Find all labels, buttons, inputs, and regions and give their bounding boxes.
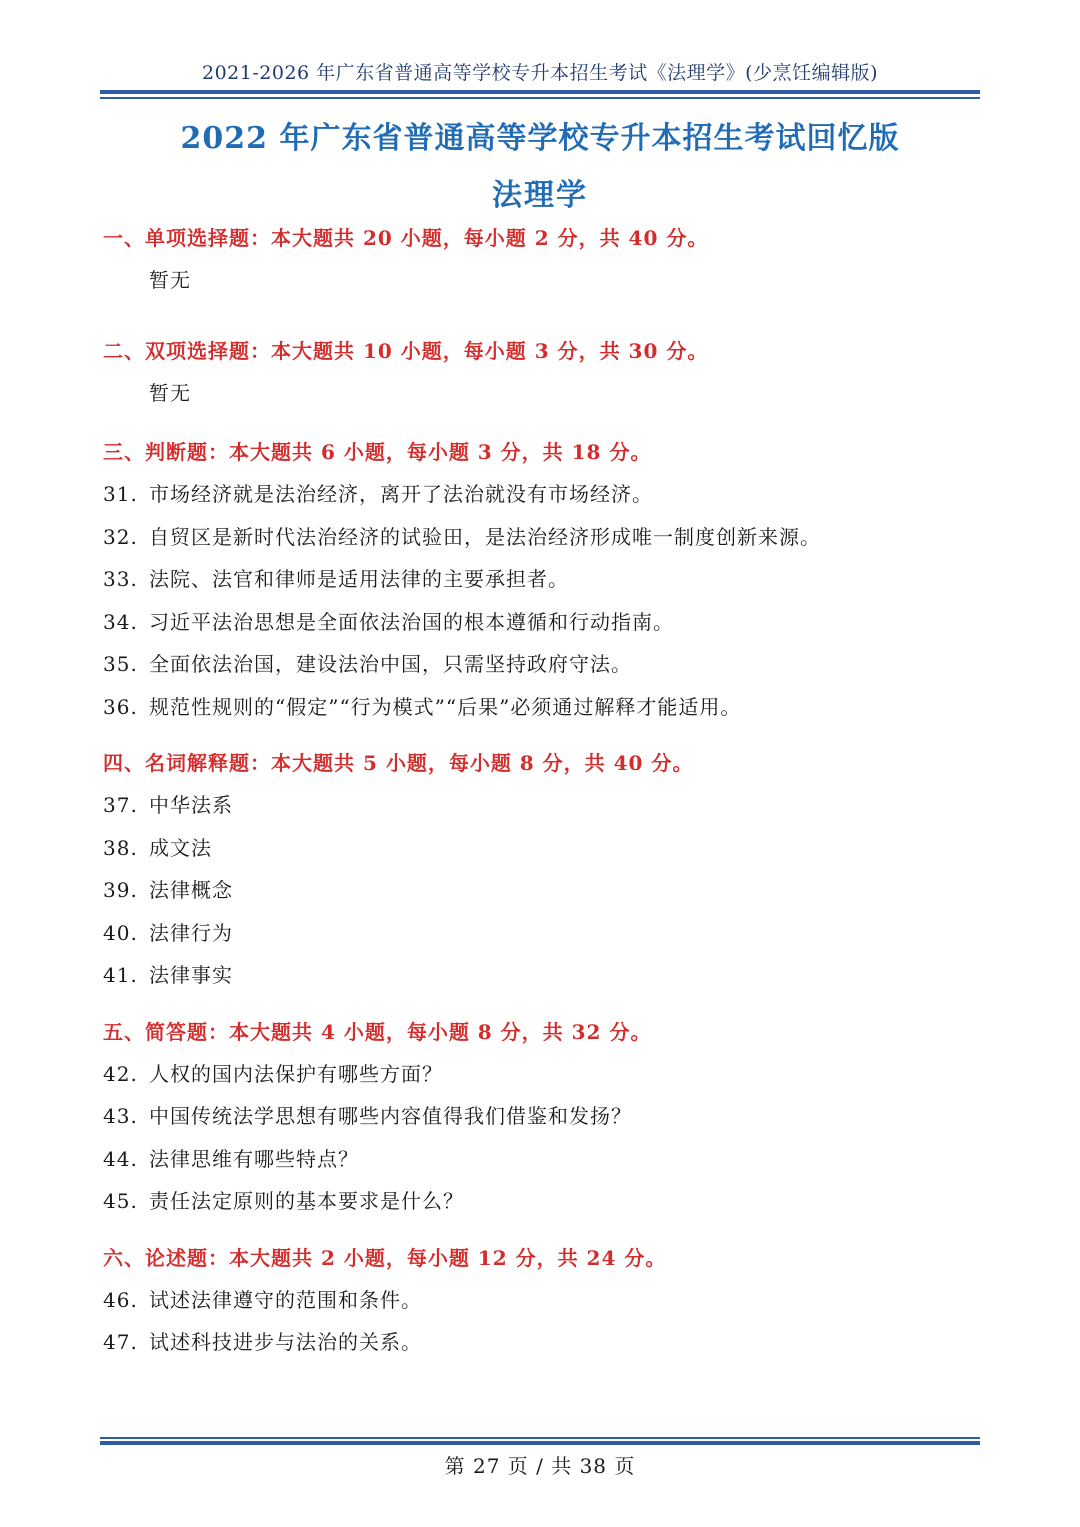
question-item [103, 480, 980, 523]
section-single-choice [103, 224, 980, 294]
question-text: 规范性规则的“假定”“行为模式”“后果”必须通过解释才能适用。 [149, 694, 742, 719]
question-text: 自贸区是新时代法治经济的试验田，是法治经济形成唯一制度创新来源。 [149, 524, 821, 549]
question-item [103, 1328, 980, 1371]
question-number: 33. [103, 567, 138, 591]
section-heading: 五、简答题：本大题共 4 小题，每小题 8 分，共 32 分。 [103, 1019, 652, 1044]
section-double-choice [103, 337, 980, 407]
question-text: 市场经济就是法治经济，离开了法治就没有市场经济。 [149, 482, 653, 506]
section-note: 暂无 [149, 268, 191, 292]
question-number: 37. [103, 793, 138, 817]
question-item [103, 523, 980, 566]
question-text: 法律思维有哪些特点？ [149, 1146, 359, 1171]
question-text: 试述科技进步与法治的关系。 [149, 1330, 422, 1354]
footer-rule-thick [100, 1441, 980, 1445]
question-item [103, 1102, 980, 1145]
question-number: 38. [103, 835, 138, 860]
question-text: 全面依法治国，建设法治中国，只需坚持政府守法。 [149, 652, 632, 676]
exam-content [103, 220, 980, 1371]
section-heading: 二、双项选择题：本大题共 10 小题，每小题 3 分，共 30 分。 [103, 339, 709, 363]
question-number: 41. [103, 963, 138, 987]
section-essay [103, 1244, 980, 1371]
question-item [103, 919, 980, 962]
question-item [103, 1187, 980, 1230]
question-text: 中国传统法学思想有哪些内容值得我们借鉴和发扬？ [149, 1104, 632, 1128]
section-heading: 三、判断题：本大题共 6 小题，每小题 3 分，共 18 分。 [103, 440, 652, 464]
question-text: 法律概念 [149, 878, 233, 902]
question-item [103, 1286, 980, 1329]
question-item [103, 650, 980, 693]
subject-title: 法理学 [492, 178, 588, 213]
question-number: 43. [103, 1104, 138, 1128]
question-item [103, 1060, 980, 1103]
question-text: 中华法系 [149, 793, 233, 817]
question-text: 成文法 [149, 835, 212, 860]
question-text: 法律事实 [149, 963, 233, 987]
question-item [103, 608, 980, 651]
question-number: 32. [103, 524, 138, 549]
page-number: 第 27 页 / 共 38 页 [444, 1454, 636, 1478]
question-text: 习近平法治思想是全面依法治国的根本遵循和行动指南。 [149, 609, 674, 634]
question-number: 46. [103, 1287, 138, 1312]
question-item [103, 961, 980, 1004]
section-short-answer [103, 1018, 980, 1230]
question-number: 47. [103, 1330, 138, 1354]
question-text: 法院、法官和律师是适用法律的主要承担者。 [149, 567, 569, 591]
section-true-false [103, 438, 980, 735]
question-text: 试述法律遵守的范围和条件。 [149, 1287, 422, 1312]
running-header: 2021-2026 年广东省普通高等学校专升本招生考试《法理学》(少烹饪编辑版) [202, 62, 878, 84]
question-item [103, 565, 980, 608]
question-item [103, 1145, 980, 1188]
section-heading: 一、单项选择题：本大题共 20 小题，每小题 2 分，共 40 分。 [103, 226, 709, 250]
question-number: 42. [103, 1061, 138, 1086]
section-heading: 四、名词解释题：本大题共 5 小题，每小题 8 分，共 40 分。 [103, 751, 694, 775]
question-item [103, 876, 980, 919]
question-number: 35. [103, 652, 138, 676]
section-heading: 六、论述题：本大题共 2 小题，每小题 12 分，共 24 分。 [103, 1245, 667, 1270]
question-number: 44. [103, 1146, 138, 1171]
question-number: 39. [103, 878, 138, 902]
question-number: 34. [103, 609, 138, 634]
footer-rule-thin [100, 1437, 980, 1439]
question-number: 36. [103, 694, 138, 719]
header-rule-thin [100, 97, 980, 99]
question-text: 责任法定原则的基本要求是什么？ [149, 1189, 464, 1213]
question-item [103, 693, 980, 736]
question-item [103, 791, 980, 834]
section-note: 暂无 [149, 381, 191, 405]
question-number: 31. [103, 482, 138, 506]
question-number: 40. [103, 920, 138, 945]
question-item [103, 834, 980, 877]
question-text: 法律行为 [149, 920, 233, 945]
header-rule-thick [100, 90, 980, 94]
question-text: 人权的国内法保护有哪些方面？ [149, 1061, 443, 1086]
section-term-definitions [103, 749, 980, 1004]
exam-title: 2022 年广东省普通高等学校专升本招生考试回忆版 [180, 121, 900, 156]
question-number: 45. [103, 1189, 138, 1213]
